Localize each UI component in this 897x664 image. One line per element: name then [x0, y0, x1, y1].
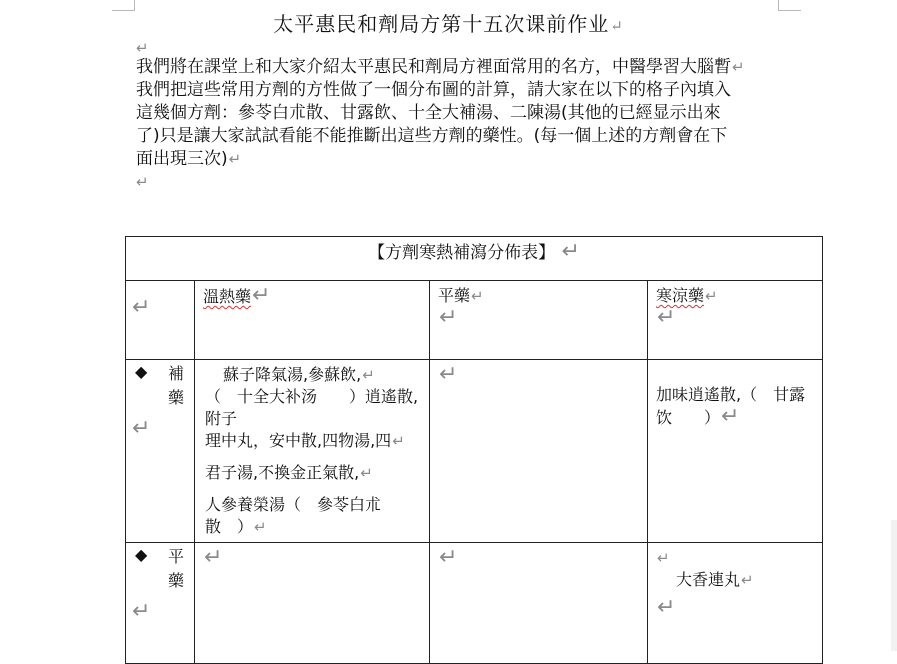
paragraph-mark: ↵	[610, 17, 624, 35]
cell-neutral-cold[interactable]: ↵ 大香連丸↵ ↵	[648, 543, 823, 664]
cell-neutral-neutral[interactable]: ↵	[430, 543, 648, 664]
row-label-neutral[interactable]: ◆ 平藥 ↵	[126, 543, 195, 664]
intro-line-5: 面出現三次)↵	[136, 149, 242, 169]
header-cold[interactable]: 寒涼藥↵ ↵	[648, 281, 823, 360]
blank-paragraph[interactable]	[135, 38, 149, 57]
cell-tonic-warm[interactable]: 蘇子降氣湯,參蘇飲,↵ （ 十全大补汤 ）逍遙散,附子 理中丸，安中散,四物湯,四↵ 君子湯,不換金正氣散,↵ 人參養榮湯（ 參苓白朮散 ）↵	[195, 360, 430, 543]
intro-line-2: 我們把這些常用方劑的方性做了一個分布圖的計算，請大家在以下的格子內填入	[136, 80, 731, 100]
paragraph-mark: ↵	[136, 39, 149, 57]
table-caption-cell[interactable]: 【方劑寒熱補瀉分佈表】 ↵	[126, 237, 823, 281]
scrollbar-track[interactable]	[891, 520, 897, 651]
intro-line-1: 我們將在課堂上和大家介紹太平惠民和劑局方裡面常用的名方，中醫學習大腦暫↵	[136, 57, 745, 77]
header-warm[interactable]: 溫熱藥↵	[195, 281, 430, 360]
paragraph-mark: ↵	[136, 173, 149, 191]
cell-neutral-warm[interactable]: ↵	[195, 543, 430, 664]
document-title[interactable]	[0, 8, 897, 37]
blank-paragraph[interactable]	[135, 172, 149, 191]
intro-paragraph[interactable]	[136, 56, 786, 171]
diamond-bullet-icon: ◆	[135, 545, 148, 564]
diamond-bullet-icon: ◆	[135, 362, 148, 381]
header-neutral[interactable]: 平藥↵ ↵	[430, 281, 648, 360]
document-title-text: 太平惠民和劑局方第十五次课前作业	[273, 12, 610, 36]
cell-tonic-neutral[interactable]: ↵	[430, 360, 648, 543]
row-label-tonic[interactable]: ◆ 補藥 ↵	[126, 360, 195, 543]
intro-line-3: 這幾個方劑：參苓白朮散、甘露飲、十全大補湯、二陳湯(其他的已經显示出來	[136, 103, 721, 123]
cell-tonic-cold[interactable]: 加味逍遙散,（ 甘露饮 ）↵	[648, 360, 823, 543]
corner-cell[interactable]: ↵	[126, 281, 195, 360]
table-caption: 【方劑寒熱補瀉分佈表】	[368, 243, 556, 263]
distribution-table	[125, 236, 823, 664]
intro-line-4: 了)只是讓大家試試看能不能推斷出這些方劑的藥性。(每一個上述的方劑會在下	[136, 126, 728, 146]
